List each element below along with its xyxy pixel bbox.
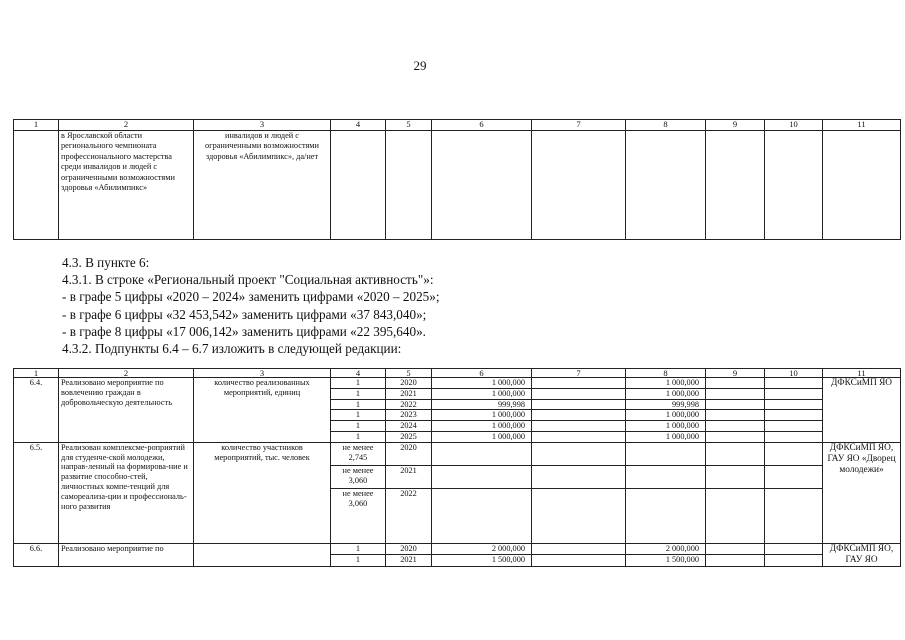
amount-cell: 999,998 bbox=[626, 399, 706, 410]
amount-cell: 1 000,000 bbox=[432, 410, 532, 421]
row-indicator: количество участников мероприятий, тыс. человек bbox=[194, 442, 331, 543]
row-number: 6.6. bbox=[14, 543, 59, 566]
header-cell: 5 bbox=[386, 120, 432, 131]
amount-cell: 1 000,000 bbox=[626, 378, 706, 389]
header-cell: 4 bbox=[331, 120, 386, 131]
table-continuation bbox=[13, 119, 901, 240]
text-line: - в графе 8 цифры «17 006,142» заменить цифрами «22 395,640». bbox=[62, 323, 426, 339]
table-cell: 1 bbox=[331, 421, 386, 432]
year-cell: 2022 bbox=[386, 399, 432, 410]
table-row bbox=[14, 131, 901, 240]
header-cell: 3 bbox=[194, 120, 331, 131]
header-cell: 9 bbox=[706, 369, 765, 378]
amount-cell: 1 500,000 bbox=[626, 555, 706, 567]
table-row bbox=[14, 378, 901, 389]
amount-cell: 1 500,000 bbox=[432, 555, 532, 567]
text-line: - в графе 5 цифры «2020 – 2024» заменить цифрами «2020 – 2025»; bbox=[62, 289, 440, 305]
amount-cell: 1 000,000 bbox=[626, 410, 706, 421]
table-header-row bbox=[14, 369, 901, 378]
year-cell: 2025 bbox=[386, 431, 432, 442]
year-cell: 2021 bbox=[386, 388, 432, 399]
header-cell: 6 bbox=[432, 369, 532, 378]
table-cell: 1 bbox=[331, 399, 386, 410]
table-row bbox=[14, 442, 901, 465]
amount-cell: 1 000,000 bbox=[626, 421, 706, 432]
year-cell: 2023 bbox=[386, 410, 432, 421]
amount-cell: 1 000,000 bbox=[432, 421, 532, 432]
row-description: Реализован комплексме-роприятий для студенче-ской молодежи, направ-ленный на формирова-ние и развитие способно-стей, личностных компе-тенций для самореализа-ции и профессиональ-ного развития bbox=[59, 442, 194, 543]
header-cell: 8 bbox=[626, 120, 706, 131]
table-cell: 1 bbox=[331, 543, 386, 555]
table-subitems bbox=[13, 368, 901, 567]
table-cell: не менее 3,060 bbox=[331, 488, 386, 543]
year-cell: 2021 bbox=[386, 555, 432, 567]
year-cell: 2021 bbox=[386, 465, 432, 488]
header-cell: 2 bbox=[59, 369, 194, 378]
header-cell: 7 bbox=[532, 120, 626, 131]
table-cell: 1 bbox=[331, 431, 386, 442]
table-cell: 1 bbox=[331, 410, 386, 421]
amount-cell: 1 000,000 bbox=[626, 388, 706, 399]
amendment-text bbox=[62, 254, 440, 357]
year-cell: 2024 bbox=[386, 421, 432, 432]
year-cell: 2020 bbox=[386, 442, 432, 465]
header-cell: 8 bbox=[626, 369, 706, 378]
header-cell: 11 bbox=[823, 120, 901, 131]
year-cell: 2020 bbox=[386, 543, 432, 555]
table-cell: не менее 3,060 bbox=[331, 465, 386, 488]
amount-cell: 999,998 bbox=[432, 399, 532, 410]
header-cell: 4 bbox=[331, 369, 386, 378]
amount-cell: 2 000,000 bbox=[432, 543, 532, 555]
table-cell: не менее 2,745 bbox=[331, 442, 386, 465]
table-cell: 1 bbox=[331, 378, 386, 389]
row-description: в Ярославской области регионального чемпионата профессионального мастерства среди инвалидов и людей с ограниченными возможностями здоровья «Абилимпикс» bbox=[59, 131, 194, 240]
amount-cell: 1 000,000 bbox=[626, 431, 706, 442]
header-cell: 9 bbox=[706, 120, 765, 131]
header-cell: 11 bbox=[823, 369, 901, 378]
text-line: 4.3.1. В строке «Региональный проект "Социальная активность"»: bbox=[62, 272, 434, 288]
table-cell: 1 bbox=[331, 388, 386, 399]
row-number: 6.4. bbox=[14, 378, 59, 443]
text-line: - в графе 6 цифры «32 453,542» заменить цифрами «37 843,040»; bbox=[62, 306, 427, 322]
amount-cell: 2 000,000 bbox=[626, 543, 706, 555]
responsible-org: ДФКСиМП ЯО bbox=[823, 378, 901, 443]
row-description: Реализовано мероприятие по bbox=[59, 543, 194, 566]
year-cell: 2020 bbox=[386, 378, 432, 389]
header-cell: 7 bbox=[532, 369, 626, 378]
header-cell: 5 bbox=[386, 369, 432, 378]
table-row bbox=[14, 543, 901, 555]
table-header-row bbox=[14, 120, 901, 131]
header-cell: 2 bbox=[59, 120, 194, 131]
amount-cell: 1 000,000 bbox=[432, 431, 532, 442]
year-cell: 2022 bbox=[386, 488, 432, 543]
row-indicator: количество реализованных мероприятий, единиц bbox=[194, 378, 331, 443]
row-number: 6.5. bbox=[14, 442, 59, 543]
responsible-org: ДФКСиМП ЯО, ГАУ ЯО «Дворец молодежи» bbox=[823, 442, 901, 543]
header-cell: 10 bbox=[765, 120, 823, 131]
page-number: 29 bbox=[413, 58, 427, 73]
header-cell: 6 bbox=[432, 120, 532, 131]
responsible-org: ДФКСиМП ЯО, ГАУ ЯО bbox=[823, 543, 901, 566]
header-cell: 1 bbox=[14, 369, 59, 378]
row-description: Реализовано мероприятие по вовлечению граждан в добровольческую деятельность bbox=[59, 378, 194, 443]
table-cell: 1 bbox=[331, 555, 386, 567]
amount-cell: 1 000,000 bbox=[432, 378, 532, 389]
header-cell: 1 bbox=[14, 120, 59, 131]
text-line: 4.3. В пункте 6: bbox=[62, 255, 150, 270]
text-line: 4.3.2. Подпункты 6.4 – 6.7 изложить в следующей редакции: bbox=[62, 341, 402, 357]
header-cell: 10 bbox=[765, 369, 823, 378]
header-cell: 3 bbox=[194, 369, 331, 378]
amount-cell: 1 000,000 bbox=[432, 388, 532, 399]
row-indicator: инвалидов и людей с ограниченными возможностями здоровья «Абилимпикс», да/нет bbox=[194, 131, 331, 240]
